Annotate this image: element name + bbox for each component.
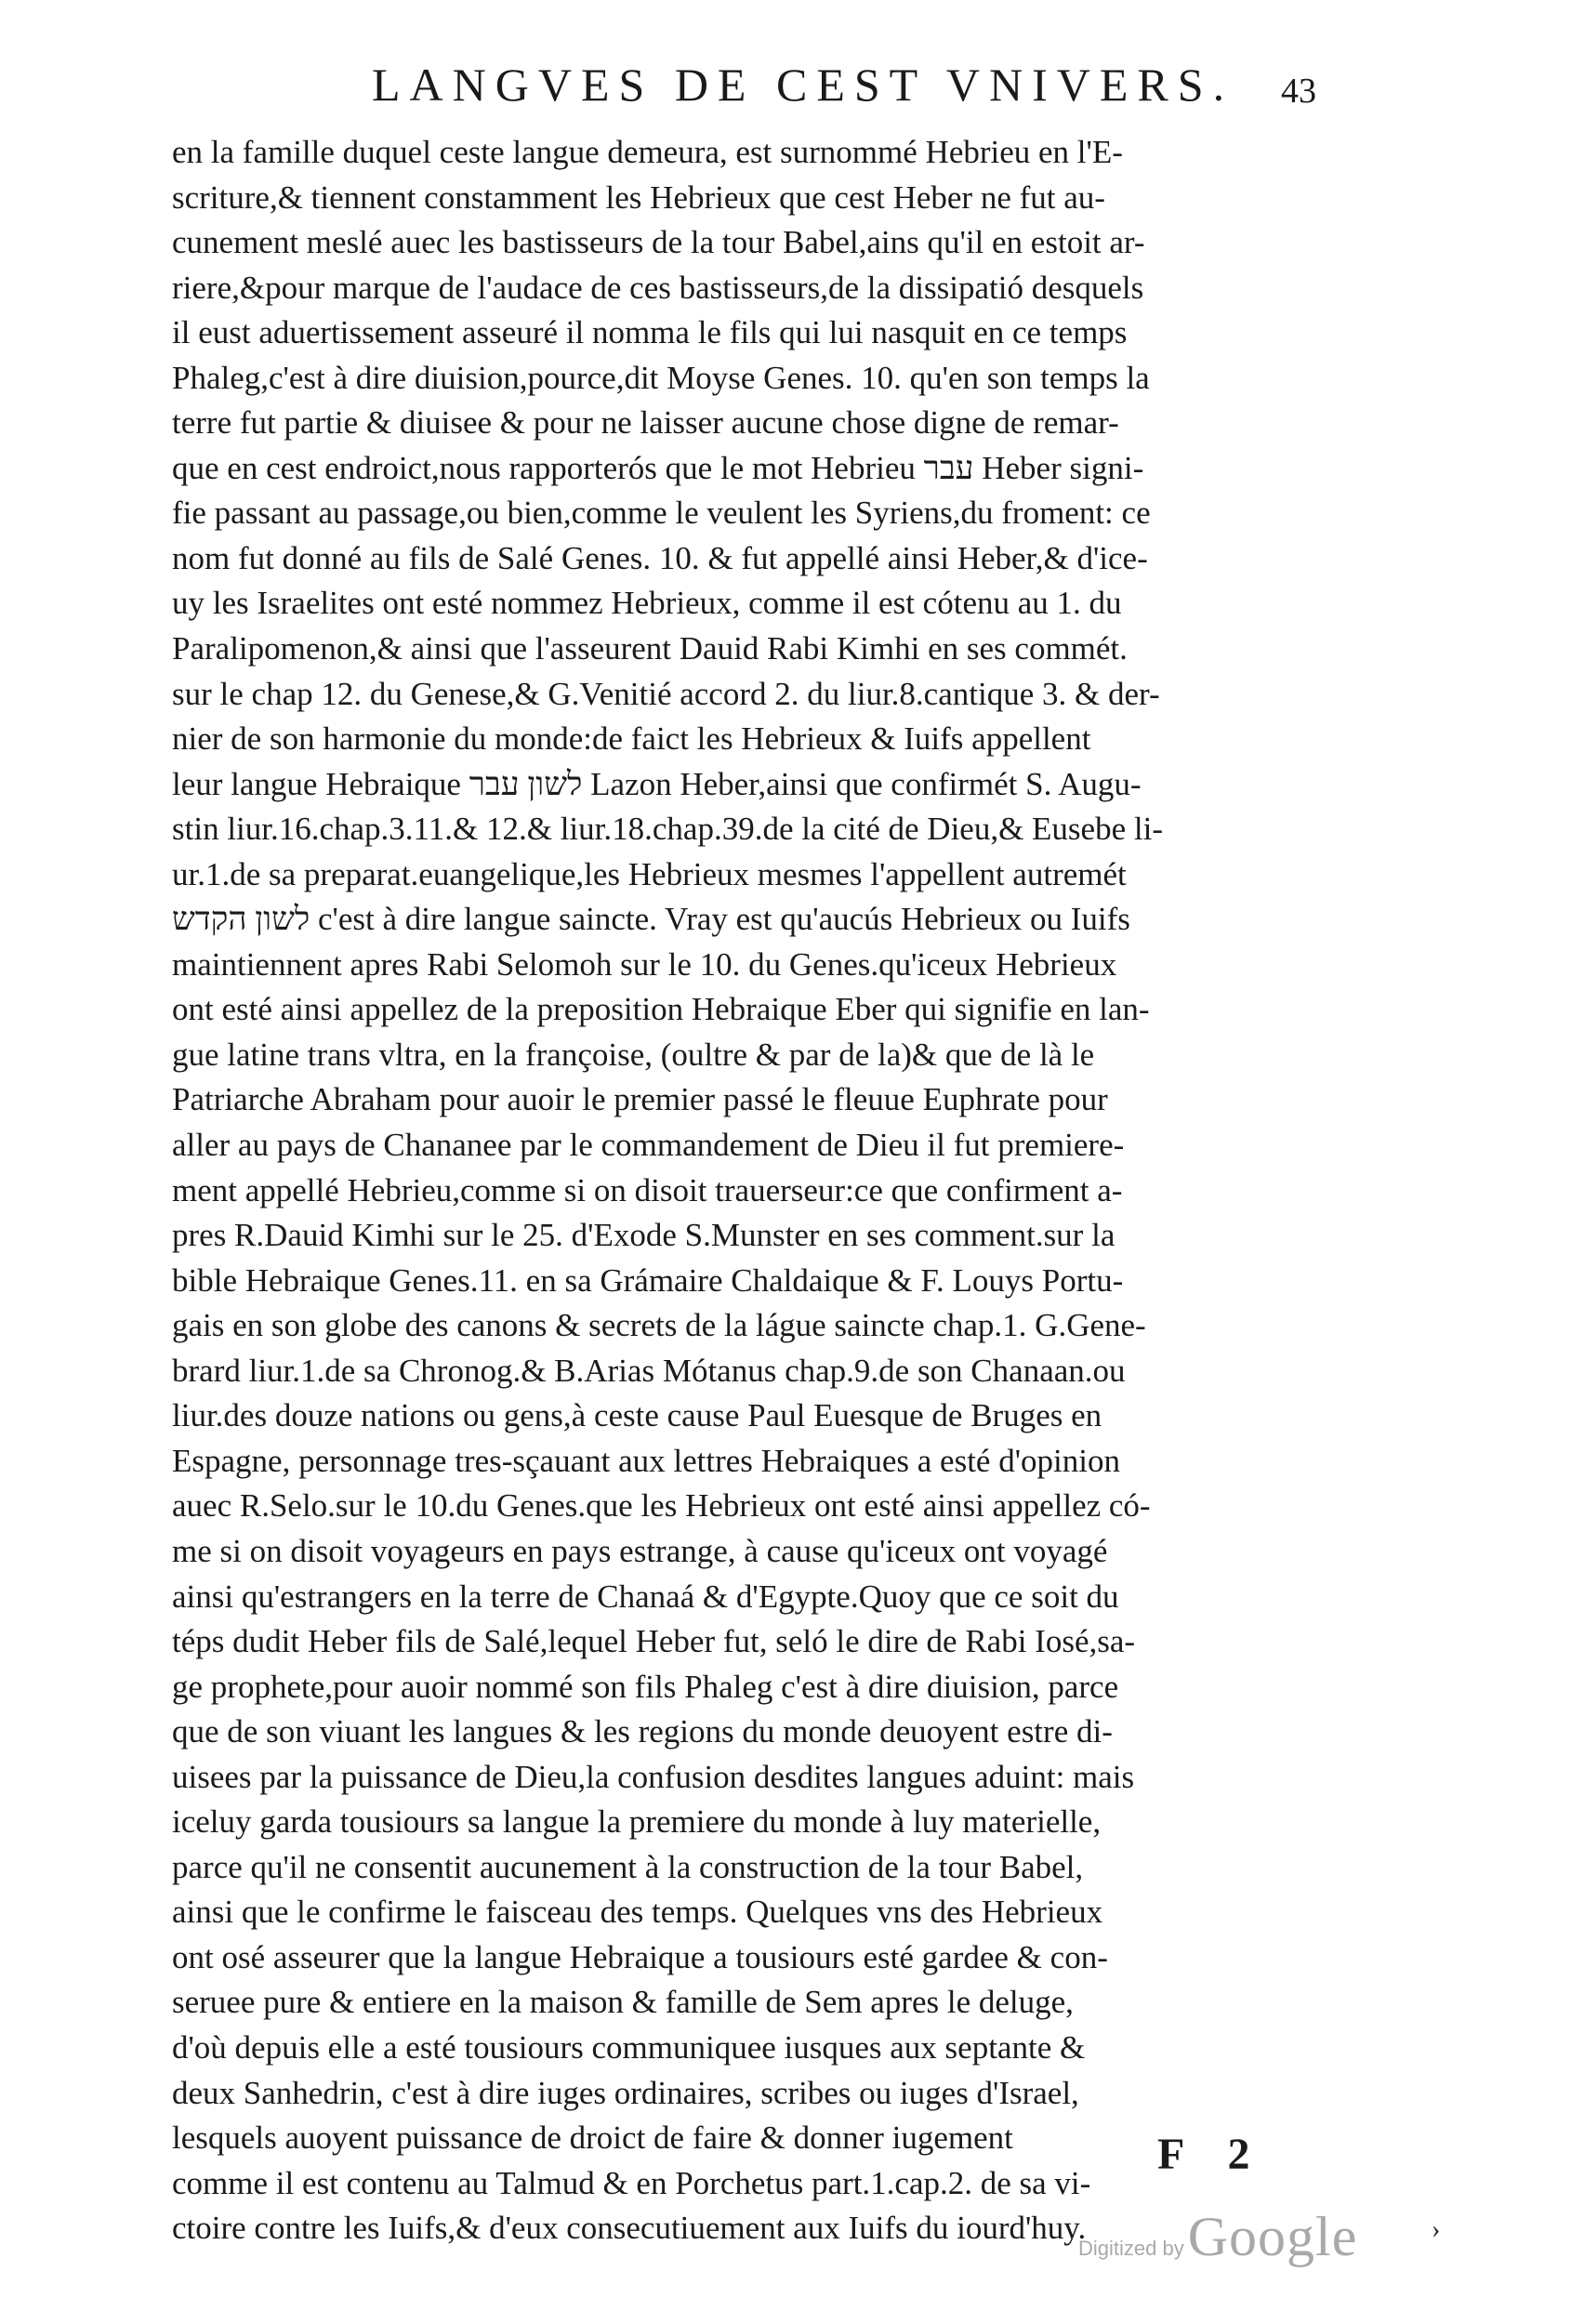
text-line: brard liur.1.de sa Chronog.& B.Arias Mótanus chap.9.de son Chanaan.ou xyxy=(172,1352,1126,1389)
text-line: d'où depuis elle a esté tousiours communiquee iusques aux septante & xyxy=(172,2028,1086,2066)
text-line: lesquels auoyent puissance de droict de faire & donner iugement xyxy=(172,2119,1013,2157)
text-line: pres R.Dauid Kimhi sur le 25. d'Exode S.Munster en ses comment.sur la xyxy=(172,1217,1116,1254)
text-line: לשון הקדש c'est à dire langue saincte. Vray est qu'aucús Hebrieux ou Iuifs xyxy=(172,901,1130,938)
text-line: iceluy garda tousiours sa langue la premiere du monde à luy materielle, xyxy=(172,1803,1102,1841)
text-line: ctoire contre les Iuifs,& d'eux consecutiuement aux Iuifs du iourd'huy. xyxy=(172,2210,1087,2247)
text-line: comme il est contenu au Talmud & en Porchetus part.1.cap.2. de sa vi- xyxy=(172,2164,1091,2201)
text-line: deux Sanhedrin, c'est à dire iuges ordinaires, scribes ou iuges d'Israel, xyxy=(172,2074,1079,2111)
text-line: cunement meslé auec les bastisseurs de la tour Babel,ains qu'il en estoit ar- xyxy=(172,224,1145,261)
text-line: Patriarche Abraham pour auoir le premier passé le fleuue Euphrate pour xyxy=(172,1081,1108,1118)
text-line: que de son viuant les langues & les regions du monde deuoyent estre di- xyxy=(172,1713,1113,1750)
text-line: que en cest endroict,nous rapporterós que le mot Hebrieu עבר Heber signi- xyxy=(172,449,1144,486)
text-line: en la famille duquel ceste langue demeura, est surnommé Hebrieu en l'E- xyxy=(172,134,1123,170)
watermark-brand: Google xyxy=(1187,2206,1358,2267)
text-line: uisees par la puissance de Dieu,la confusion desdites langues aduint: mais xyxy=(172,1758,1135,1795)
text-line: il eust aduertissement asseuré il nomma le fils qui lui nasquit en ce temps xyxy=(172,314,1128,351)
text-line: parce qu'il ne consentit aucunement à la construction de la tour Babel, xyxy=(172,1848,1084,1885)
text-line: ainsi qu'estrangers en la terre de Chanaá & d'Egypte.Quoy que ce soit du xyxy=(172,1578,1119,1615)
text-line: gue latine trans vltra, en la françoise, (oultre & par de la)& que de là le xyxy=(172,1036,1095,1073)
text-line: auec R.Selo.sur le 10.du Genes.que les Hebrieux ont esté ainsi appellez có- xyxy=(172,1487,1151,1525)
text-line: gais en son globe des canons & secrets de la lágue saincte chap.1. G.Gene- xyxy=(172,1307,1146,1344)
text-line: liur.des douze nations ou gens,à ceste cause Paul Euesque de Bruges en xyxy=(172,1397,1102,1434)
text-line: ont osé asseurer que la langue Hebraique a tousiours esté gardee & con- xyxy=(172,1938,1108,1975)
text-line: scriture,& tiennent constamment les Hebrieux que cest Heber ne fut au- xyxy=(172,178,1105,216)
text-line: sur le chap 12. du Genese,& G.Venitié accord 2. du liur.8.cantique 3. & der- xyxy=(172,675,1160,712)
text-line: ment appellé Hebrieu,comme si on disoit trauerseur:ce que confirment a- xyxy=(172,1171,1123,1208)
text-line: ur.1.de sa preparat.euangelique,les Hebrieux mesmes l'appellent autremét xyxy=(172,855,1127,892)
text-line: Phaleg,c'est à dire diuision,pource,dit Moyse Genes. 10. qu'en son temps la xyxy=(172,359,1150,396)
text-line: fie passant au passage,ou bien,comme le veulent les Syriens,du froment: ce xyxy=(172,495,1151,532)
text-line: nom fut donné au fils de Salé Genes. 10. & fut appellé ainsi Heber,& d'ice- xyxy=(172,539,1148,576)
text-line: téps dudit Heber fils de Salé,lequel Heber fut, seló le dire de Rabi Iosé,sa- xyxy=(172,1623,1136,1660)
text-line: terre fut partie & diuisee & pour ne laisser aucune chose digne de remar- xyxy=(172,404,1119,442)
digitized-watermark xyxy=(1078,2205,1357,2269)
text-line: ge prophete,pour auoir nommé son fils Phaleg c'est à dire diuision, parce xyxy=(172,1668,1119,1705)
signature-mark: F 2 xyxy=(1157,2130,1267,2179)
page-number: 43 xyxy=(1281,72,1316,111)
watermark-prefix: Digitized by xyxy=(1078,2237,1184,2260)
text-line: stin liur.16.chap.3.11.& 12.& liur.18.chap.39.de la cité de Dieu,& Eusebe li- xyxy=(172,811,1163,848)
text-line: bible Hebraique Genes.11. en sa Grámaire Chaldaique & F. Louys Portu- xyxy=(172,1261,1124,1299)
text-line: Paralipomenon,& ainsi que l'asseurent Dauid Rabi Kimhi en ses commét. xyxy=(172,630,1128,667)
scan-artifact-mark: › xyxy=(1432,2215,1441,2244)
running-title: LANGVES DE CEST VNIVERS. xyxy=(372,59,1234,111)
text-line: leur langue Hebraique לשון עבר Lazon Heber,ainsi que confirmét S. Augu- xyxy=(172,765,1142,802)
text-line: ainsi que le confirme le faisceau des temps. Quelques vns des Hebrieux xyxy=(172,1894,1103,1931)
body-text xyxy=(172,130,1329,2251)
text-line: nier de son harmonie du monde:de faict les Hebrieux & Iuifs appellent xyxy=(172,720,1091,758)
text-line: me si on disoit voyageurs en pays estrange, à cause qu'iceux ont voyagé xyxy=(172,1532,1108,1569)
text-line: maintiennent apres Rabi Selomoh sur le 10. du Genes.qu'iceux Hebrieux xyxy=(172,945,1117,983)
text-line: uy les Israelites ont esté nommez Hebrieux, comme il est cótenu au 1. du xyxy=(172,585,1122,622)
text-line: aller au pays de Chananee par le commandement de Dieu il fut premiere- xyxy=(172,1127,1125,1164)
text-line: Espagne, personnage tres-sçauant aux lettres Hebraiques a esté d'opinion xyxy=(172,1442,1120,1479)
text-line: ont esté ainsi appellez de la preposition Hebraique Eber qui signifie en lan- xyxy=(172,991,1150,1028)
text-line: riere,&pour marque de l'audace de ces bastisseurs,de la dissipatió desquels xyxy=(172,269,1144,306)
text-line: seruee pure & entiere en la maison & famille de Sem apres le deluge, xyxy=(172,1984,1074,2021)
